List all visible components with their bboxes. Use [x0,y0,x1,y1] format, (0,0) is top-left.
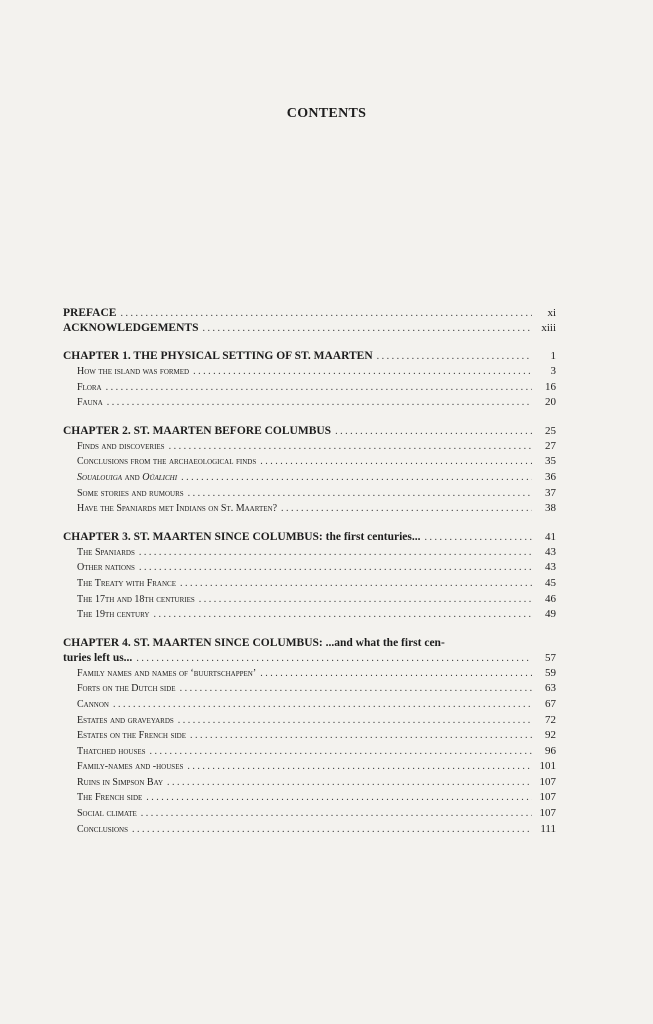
section-label: The 17th and 18th centuries [77,593,195,605]
dot-leader [178,714,532,729]
section-label: Conclusions [77,823,129,835]
toc-section[interactable] [63,806,556,822]
page-number: 59 [545,666,556,679]
toc-section[interactable] [63,560,556,576]
toc-section[interactable] [63,395,556,411]
section-label: The Treaty with France [77,577,176,589]
toc-section[interactable] [63,576,556,592]
section-label: Fauna [77,397,103,409]
section-label: The 19th century [77,609,150,621]
entry-label: ACKNOWLEDGEMENTS [63,322,199,334]
dot-leader [188,487,532,502]
section-label: Family names and names of ‘buurtschappen’ [77,667,257,679]
toc-section[interactable] [63,470,556,486]
section-label: Estates on the French side [77,730,186,742]
toc-section[interactable] [63,822,556,838]
chapter-title: CHAPTER 2. ST. MAARTEN BEFORE COLUMBUS [63,424,332,437]
dot-leader [199,593,532,608]
section-label: Finds and discoveries [77,440,165,452]
page-number: 37 [545,486,556,499]
page-number: 63 [545,682,556,695]
section-label: Have the Spaniards met Indians on St. Maarten? [77,503,278,515]
page-number: 57 [545,651,556,664]
page-number: 27 [545,439,556,452]
dot-leader [141,807,532,822]
section-label: Estates and graveyards [77,714,174,726]
page-number: 111 [540,822,556,835]
chapter-title-main: CHAPTER 3. ST. MAARTEN SINCE COLUMBUS: [63,530,323,543]
toc-section[interactable] [63,697,556,713]
dot-leader [120,306,532,321]
page-number: 107 [539,807,556,820]
chapter-subtitle: the first centuries... [322,530,421,543]
toc-chapter-4-title[interactable] [63,636,556,651]
italic-name: Soualouiga [77,471,123,483]
toc-section[interactable] [63,454,556,470]
entry-label: PREFACE [63,307,117,319]
toc-entry-preface[interactable] [63,306,556,321]
toc-chapter-1[interactable] [63,349,556,364]
toc-section[interactable] [63,545,556,561]
section-label: Some stories and rumours [77,487,184,499]
dot-leader [260,455,532,470]
toc-entry-acknowledgements[interactable] [63,321,556,336]
toc-section[interactable] [63,790,556,806]
toc-chapter-2[interactable] [63,424,556,439]
section-label: Flora [77,381,102,393]
dot-leader [106,381,532,396]
section-label: Conclusions from the archaeological finds [77,456,257,468]
toc-section[interactable] [63,607,556,623]
section-label: Social climate [77,808,137,820]
dot-leader [107,396,532,411]
chapter-title-main: CHAPTER 4. ST. MAARTEN SINCE COLUMBUS: [63,636,323,649]
toc-section[interactable] [63,439,556,455]
page-number: 49 [545,608,556,621]
table-of-contents [63,306,556,837]
dot-leader [113,698,532,713]
dot-leader [153,608,532,623]
dot-leader [132,823,532,838]
section-label: Family-names and -houses [77,761,184,773]
dot-leader [180,682,532,697]
toc-section[interactable] [63,592,556,608]
chapter-subtitle-continued: turies left us... [63,651,133,664]
section-label: Cannon [77,698,109,710]
dot-leader [167,776,532,791]
toc-section[interactable] [63,759,556,775]
toc-section[interactable] [63,364,556,380]
page-number: xi [547,307,556,319]
page-number: 107 [539,775,556,788]
page-number: 45 [545,576,556,589]
dot-leader [281,502,532,517]
page-number: 107 [539,791,556,804]
page-title: CONTENTS [286,106,367,121]
toc-section[interactable] [63,775,556,791]
dot-leader [139,561,532,576]
toc-section[interactable] [63,666,556,682]
italic-name: Oüalichi [142,471,178,483]
page-number: 1 [550,350,556,362]
page-number: 16 [545,380,556,393]
dot-leader [150,745,532,760]
section-label: Other nations [77,562,135,574]
toc-section[interactable] [63,744,556,760]
chapter-title [63,530,421,545]
dot-leader [260,667,532,682]
dot-leader [377,349,532,364]
section-label [63,471,177,486]
dot-leader [187,760,532,775]
dot-leader [180,577,532,592]
toc-section[interactable] [63,713,556,729]
chapter-subtitle: ...and what the first cen- [322,636,445,649]
dot-leader [193,365,532,380]
page-number: 36 [545,470,556,483]
toc-chapter-3[interactable] [63,530,556,545]
page-number: 38 [545,502,556,515]
dot-leader [146,791,532,806]
dot-leader [190,729,532,744]
dot-leader [139,546,532,561]
toc-section[interactable] [63,380,556,396]
page-number: 35 [545,455,556,468]
page-number: 20 [545,396,556,409]
page-number: 96 [545,744,556,757]
dot-leader [335,424,532,439]
page-number: 43 [545,561,556,574]
section-label: The Spaniards [77,546,135,558]
page-number: 43 [545,545,556,558]
page-number: 92 [545,729,556,742]
toc-section[interactable] [63,728,556,744]
section-label: Ruins in Simpson Bay [77,776,164,788]
page-number: 41 [545,530,556,543]
dot-leader [169,440,532,455]
toc-section[interactable] [63,501,556,517]
page-number: 101 [539,760,556,773]
page-number: xiii [541,322,556,334]
label-connector: and [122,471,143,483]
section-label: How the island was formed [77,366,190,377]
page-number: 3 [550,365,556,377]
page-number: 72 [545,713,556,726]
page-number: 46 [545,592,556,605]
section-label: Forts on the Dutch side [77,683,176,695]
chapter-title: CHAPTER 1. THE PHYSICAL SETTING OF ST. MAARTEN [63,350,373,362]
dot-leader [181,471,532,486]
spacer [63,336,556,349]
dot-leader [136,651,532,666]
spacer [63,623,556,636]
page-number: 67 [545,697,556,710]
dot-leader [202,321,532,336]
page-number: 25 [545,424,556,437]
section-label: Thatched houses [77,745,146,757]
spacer [63,517,556,530]
toc-section[interactable] [63,486,556,502]
spacer [63,411,556,424]
section-label: The French side [77,792,143,804]
dot-leader [425,530,533,545]
toc-section[interactable] [63,681,556,697]
toc-chapter-4[interactable] [63,651,556,666]
